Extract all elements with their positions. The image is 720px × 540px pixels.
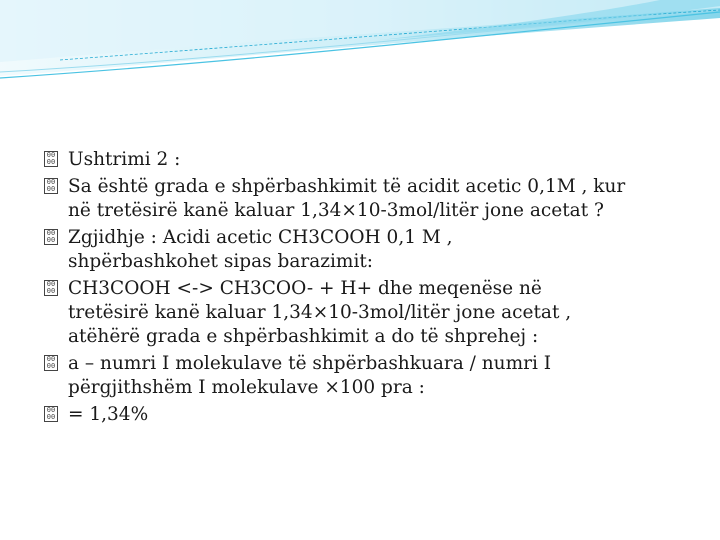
text-line: në tretësirë kanë kaluar 1,34×10-3mol/litër jone acetat ? xyxy=(68,200,604,221)
missing-glyph-icon: 00 00 xyxy=(44,178,58,194)
missing-glyph-icon: 00 00 xyxy=(44,151,58,167)
paragraph-solution xyxy=(44,226,694,274)
paragraph-question xyxy=(44,175,694,223)
text-line: tretësirë kanë kaluar 1,34×10-3mol/litër jone acetat , xyxy=(68,302,572,323)
missing-glyph-icon: 00 00 xyxy=(44,406,58,422)
missing-glyph-icon: 00 00 xyxy=(44,355,58,371)
text-line: a – numri I molekulave të shpërbashkuara / numri I xyxy=(68,353,552,374)
text-line: Sa është grada e shpërbashkimit të acidit acetic 0,1M , kur xyxy=(68,176,626,197)
paragraph-result xyxy=(44,403,694,427)
slide-body xyxy=(44,148,694,430)
paragraph-formula xyxy=(44,352,694,400)
missing-glyph-icon: 00 00 xyxy=(44,280,58,296)
text-line: Zgjidhje : Acidi acetic CH3COOH 0,1 M , xyxy=(68,227,453,248)
text-line: shpërbashkohet sipas barazimit: xyxy=(68,251,374,272)
paragraph-equation xyxy=(44,277,694,349)
missing-glyph-icon: 00 00 xyxy=(44,229,58,245)
text-line: atëhërë grada e shpërbashkimit a do të shprehej : xyxy=(68,326,539,347)
paragraph-exercise-title xyxy=(44,148,694,172)
text-line: Ushtrimi 2 : xyxy=(68,149,181,170)
header-wave-decoration xyxy=(0,0,720,90)
text-line: përgjithshëm I molekulave ×100 pra : xyxy=(68,377,425,398)
text-line: CH3COOH <-> CH3COO- + H+ dhe meqenëse në xyxy=(68,278,542,299)
text-line: = 1,34% xyxy=(68,404,149,425)
